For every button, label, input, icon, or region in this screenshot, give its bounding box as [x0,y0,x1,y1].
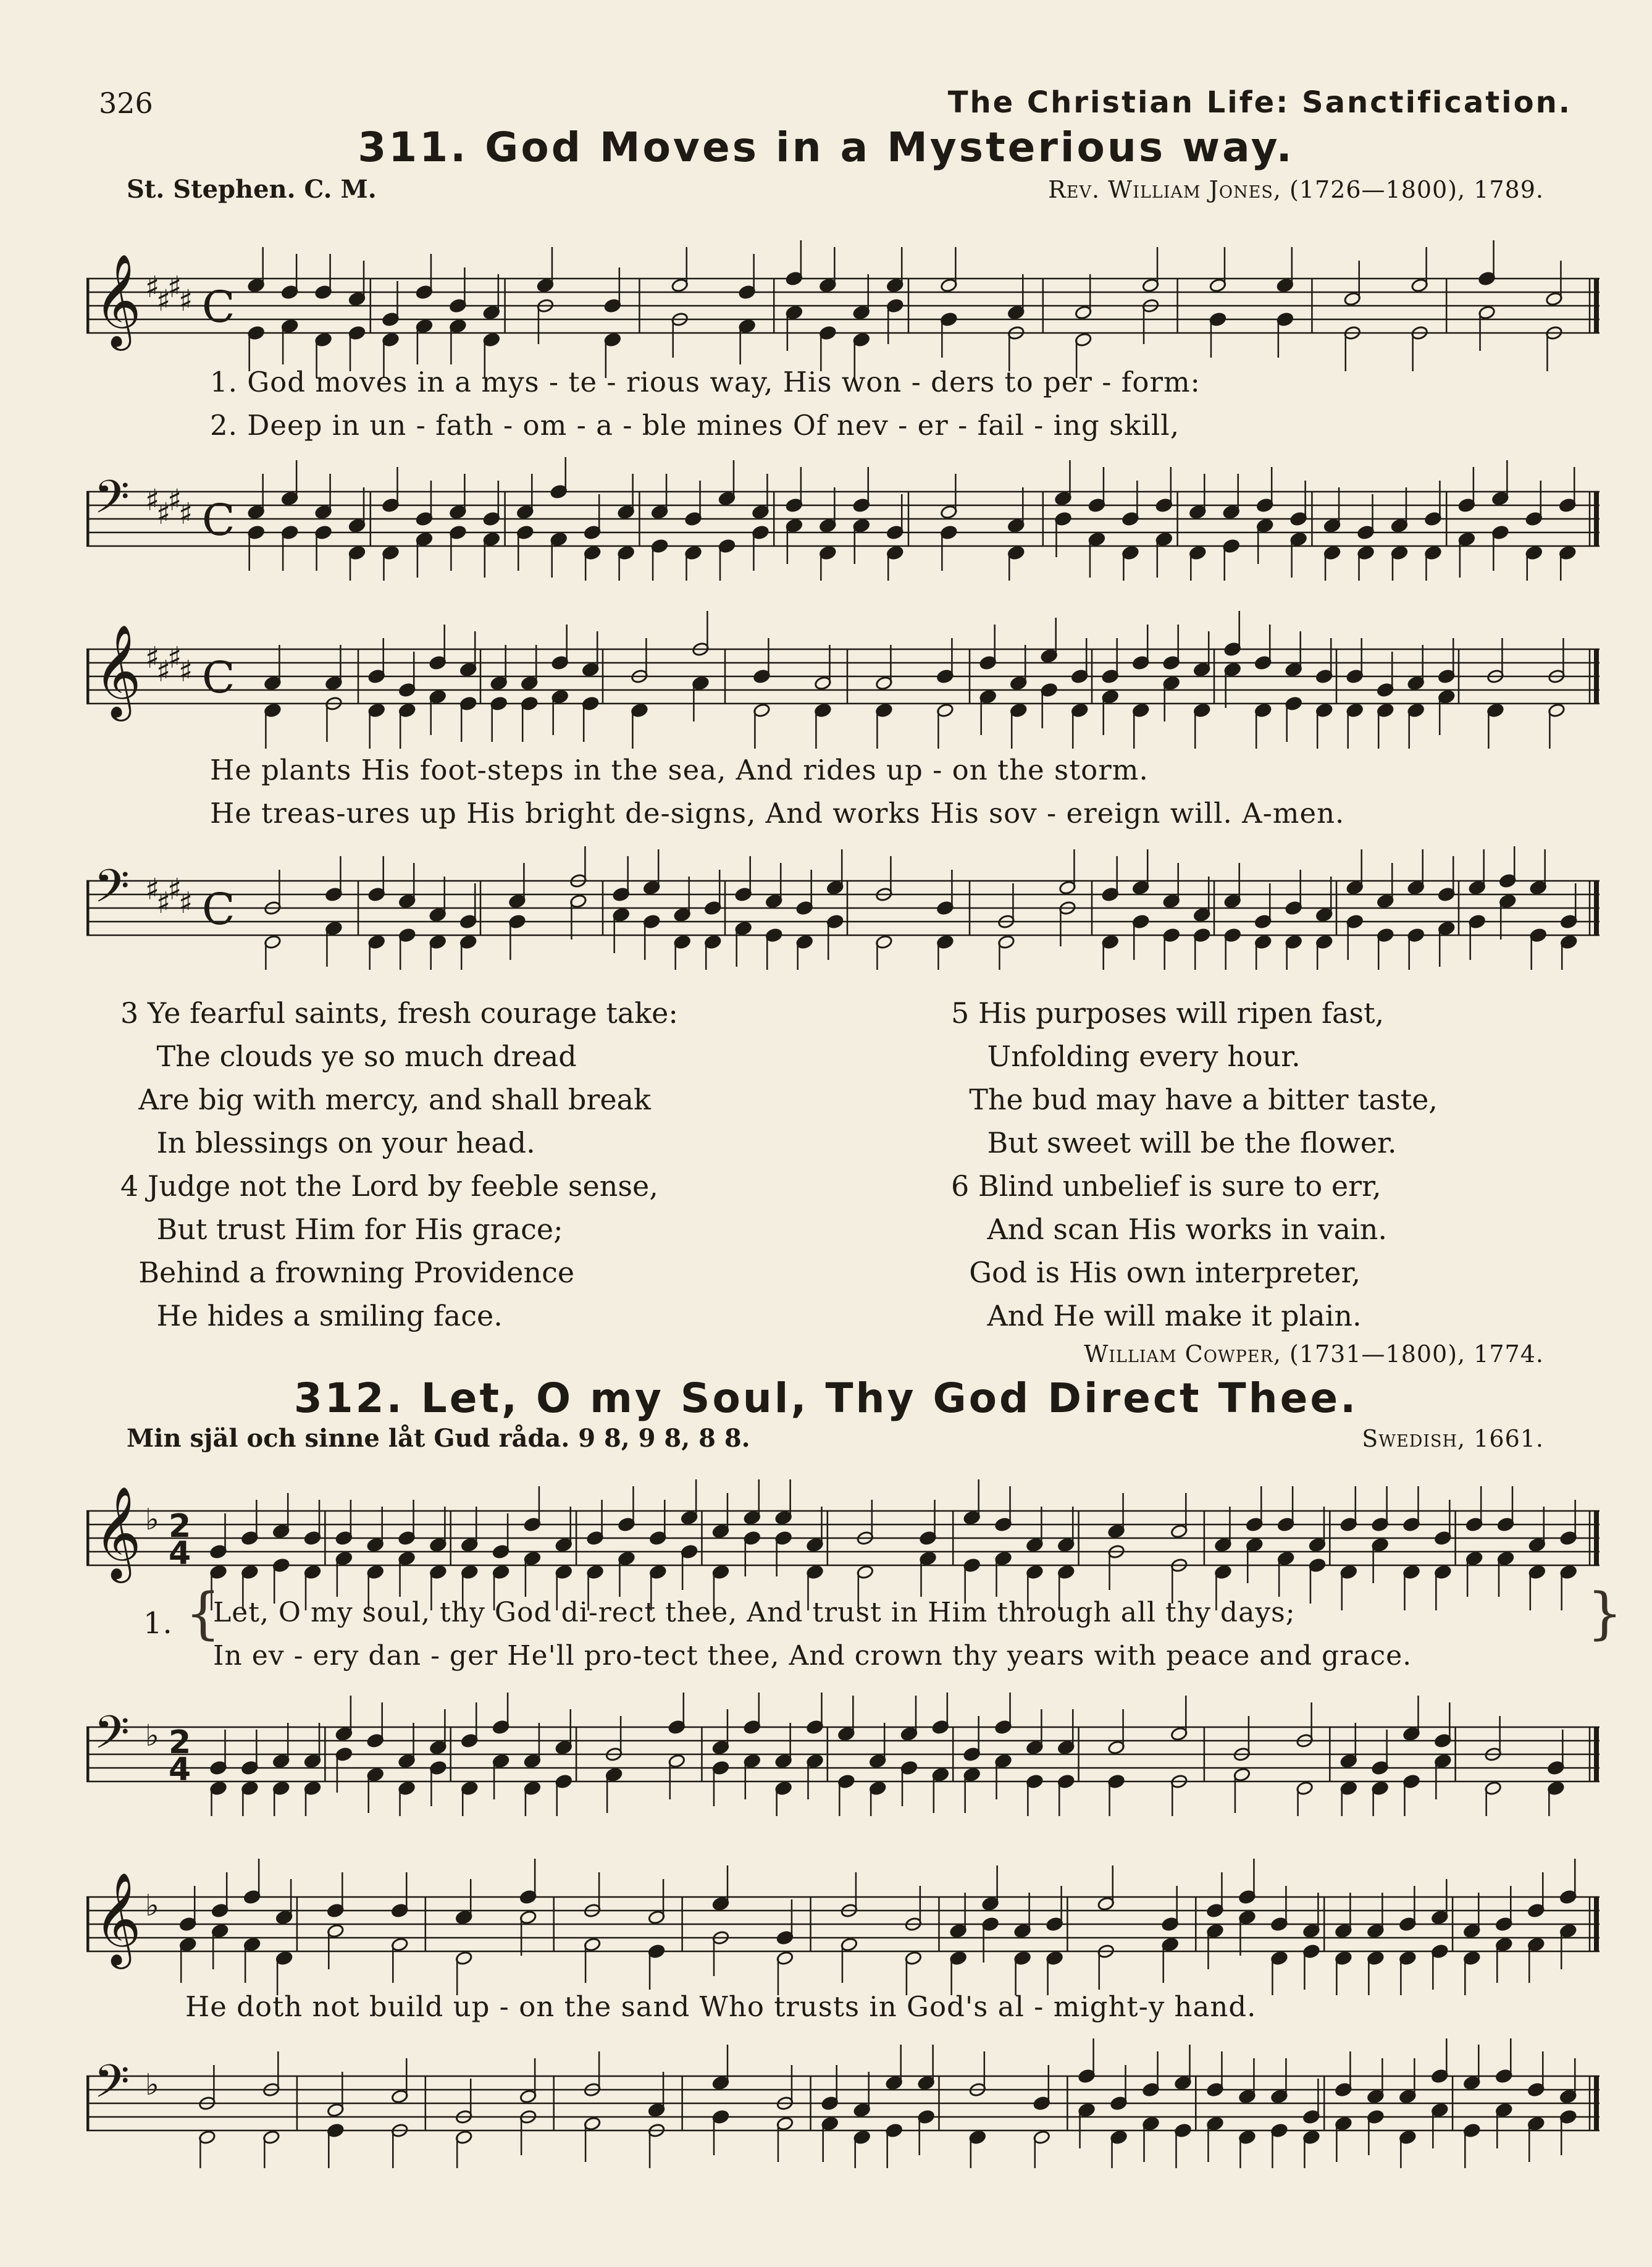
hymn-312-number: 312. [293,1374,405,1422]
hymn-311-composer: Rev. William Jones, (1726—1800), 1789. [1048,176,1544,203]
svg-text:♯: ♯ [167,270,182,305]
hymn-311-title-text: God Moves in a Mysterious way. [485,124,1294,171]
hymn-311-title [0,124,1652,171]
svg-text:4: 4 [169,1751,191,1788]
hymn-312-system-1-treble [86,1458,1600,1618]
treble-staff-icon [86,1853,1600,1995]
svg-text:𝄞: 𝄞 [94,1871,141,1966]
svg-text:4: 4 [169,1534,191,1572]
hymn-311-s1-verse1: 1. God moves in a mys - te - rious way, His won - ders to per - form: [210,366,1201,398]
running-head: The Christian Life: Sanctification. [947,85,1572,120]
svg-text:♯: ♯ [178,284,193,318]
bass-staff-icon [86,457,1600,581]
svg-text:♯: ♯ [178,654,193,689]
svg-text:♯: ♯ [178,497,193,531]
svg-text:♭: ♭ [145,1502,159,1537]
hymn-311-tune: St. Stephen. C. M. [127,175,377,204]
svg-text:𝄢: 𝄢 [94,1706,130,1771]
hymn-312-system-1-bass [86,1693,1600,1816]
svg-text:♭: ♭ [145,2067,159,2102]
svg-text:C: C [202,495,235,545]
svg-text:♯: ♯ [167,872,182,907]
svg-text:𝄞: 𝄞 [94,623,141,718]
right-brace-icon: } [1587,1581,1624,1646]
svg-text:♯: ♯ [178,886,193,920]
treble-staff-icon [86,596,1600,757]
left-brace-icon: { [185,1581,222,1646]
hymn-311-system-2-treble [86,596,1600,757]
svg-text:♭: ♭ [145,1888,159,1923]
hymn-312-title-text: Let, O my Soul, Thy God Direct Thee. [421,1374,1359,1422]
hymn-312-tune: Min själ och sinne låt Gud råda. 9 8, 9 8, 8 8. [127,1424,750,1453]
hymn-312-title [0,1374,1652,1422]
svg-text:♯: ♯ [167,483,182,518]
hymn-311-system-2-bass [86,846,1600,970]
bass-staff-icon [86,1693,1600,1816]
svg-text:♯: ♯ [145,641,160,675]
svg-text:C: C [202,282,235,332]
hymn-312-verse-number: 1. [143,1606,173,1641]
svg-text:C: C [202,884,235,935]
svg-text:𝄢: 𝄢 [94,859,130,925]
svg-text:C: C [202,652,235,703]
svg-text:2: 2 [169,1507,191,1545]
bass-staff-icon [86,2038,1600,2168]
hymn-311-number: 311. [358,124,469,171]
hymn-312-system-2-bass [86,2038,1600,2168]
svg-text:♯: ♯ [145,483,160,518]
hymn-312-system-2-treble [86,1853,1600,1995]
svg-text:♭: ♭ [145,1718,159,1753]
svg-text:𝄢: 𝄢 [94,2055,130,2120]
hymn-311-verses-right: 5 His purposes will ripen fast, Unfolding every hour. The bud may have a bitter taste, But sweet will be the flower. 6 Blind unbelief is sure to err, And scan His works in vain. God is His own interpreter, And He will make it plain. [951,996,1438,1332]
svg-text:♯: ♯ [145,872,160,907]
svg-text:♯: ♯ [167,641,182,675]
svg-text:𝄞: 𝄞 [94,253,141,347]
hymn-312-s1-verse1: Let, O my soul, thy God di-rect thee, And trust in Him through all thy days; [213,1597,1296,1628]
svg-text:♯: ♯ [156,284,171,318]
svg-text:♯: ♯ [145,270,160,305]
svg-text:𝄢: 𝄢 [94,470,130,536]
hymn-311-s2-verse2: He treas-ures up His bright de-signs, And works His sov - ereign will. A-men. [210,797,1345,830]
hymn-312-credit: Swedish, 1661. [1362,1425,1544,1452]
hymn-312-s1-verse2: In ev - ery dan - ger He'll pro-tect thee, And crown thy years with peace and grace. [213,1640,1412,1672]
hymn-311-verses-left: 3 Ye fearful saints, fresh courage take: The clouds ye so much dread Are big with mercy, and shall break In blessings on your head. 4 Judge not the Lord by feeble sense, But trust Him for His grace; Behind a frowning Providence He hides a smiling face. [120,996,678,1332]
hymn-311-s2-verse1: He plants His foot-steps in the sea, And rides up - on the storm. [210,754,1149,786]
hymn-311-s1-verse2: 2. Deep in un - fath - om - a - ble mines Of nev - er - fail - ing skill, [210,409,1180,442]
svg-text:♯: ♯ [156,886,171,920]
svg-text:𝄞: 𝄞 [94,1485,141,1579]
hymn-311-text-credit: William Cowper, (1731—1800), 1774. [1084,1340,1544,1368]
bass-staff-icon [86,846,1600,970]
page-number: 326 [99,86,153,120]
treble-staff-icon [86,1458,1600,1618]
hymn-312-s2-verse1: He doth not build up - on the sand Who trusts in God's al - might-y hand. [185,1990,1257,2023]
svg-text:♯: ♯ [156,497,171,531]
svg-text:2: 2 [169,1723,191,1761]
hymn-311-system-1-bass [86,457,1600,581]
svg-text:♯: ♯ [156,654,171,689]
